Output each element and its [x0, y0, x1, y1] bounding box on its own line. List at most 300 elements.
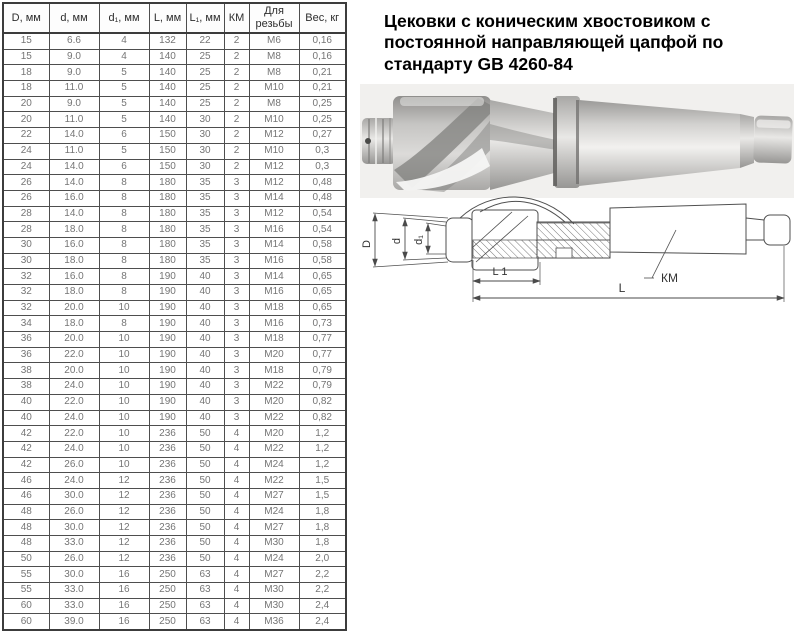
table-row: [3, 520, 346, 536]
table-cell: 1,2: [299, 441, 346, 457]
table-cell: 0,21: [299, 65, 346, 81]
table-row: [3, 128, 346, 144]
table-cell: 14.0: [49, 128, 99, 144]
table-cell: 40: [186, 269, 224, 285]
table-cell: 140: [149, 65, 186, 81]
table-cell: 236: [149, 426, 186, 442]
table-row: [3, 583, 346, 599]
table-cell: 30: [186, 112, 224, 128]
table-cell: M24: [249, 551, 299, 567]
table-cell: 24.0: [49, 441, 99, 457]
table-cell: M16: [249, 222, 299, 238]
table-row: [3, 269, 346, 285]
table-cell: 50: [186, 488, 224, 504]
table-cell: 5: [99, 65, 149, 81]
table-cell: 10: [99, 347, 149, 363]
table-cell: 48: [3, 536, 49, 552]
table-cell: 10: [99, 379, 149, 395]
table-cell: M22: [249, 473, 299, 489]
table-cell: 190: [149, 363, 186, 379]
table-row: [3, 253, 346, 269]
table-cell: 4: [224, 441, 249, 457]
table-cell: 22.0: [49, 394, 99, 410]
table-cell: 0,73: [299, 316, 346, 332]
table-cell: 39.0: [49, 614, 99, 630]
table-row: [3, 379, 346, 395]
dimension-diagram: [360, 192, 794, 312]
table-body: [3, 33, 346, 630]
table-cell: M22: [249, 410, 299, 426]
table-cell: 50: [186, 520, 224, 536]
col-header-L1: L₁, мм: [186, 3, 224, 33]
table-cell: 16: [99, 567, 149, 583]
table-cell: 30: [3, 237, 49, 253]
table-cell: M12: [249, 159, 299, 175]
table-cell: 40: [186, 363, 224, 379]
table-cell: 9.0: [49, 96, 99, 112]
table-cell: 50: [186, 473, 224, 489]
table-row: [3, 49, 346, 65]
table-cell: 26.0: [49, 457, 99, 473]
table-cell: 46: [3, 473, 49, 489]
table-cell: 11.0: [49, 112, 99, 128]
col-header-L: L, мм: [149, 3, 186, 33]
table-cell: 0,21: [299, 81, 346, 97]
table-cell: 140: [149, 112, 186, 128]
table-cell: 8: [99, 285, 149, 301]
table-cell: 180: [149, 175, 186, 191]
table-cell: 180: [149, 222, 186, 238]
table-cell: 2: [224, 112, 249, 128]
table-cell: 2,0: [299, 551, 346, 567]
table-cell: 18: [3, 81, 49, 97]
table-cell: 0,65: [299, 300, 346, 316]
table-cell: 12: [99, 488, 149, 504]
table-cell: 10: [99, 457, 149, 473]
table-cell: 5: [99, 96, 149, 112]
table-cell: 12: [99, 473, 149, 489]
table-cell: 25: [186, 65, 224, 81]
table-cell: 30: [3, 253, 49, 269]
table-cell: 250: [149, 598, 186, 614]
table-cell: 12: [99, 504, 149, 520]
table-cell: 25: [186, 81, 224, 97]
table-row: [3, 222, 346, 238]
col-header-KM: КМ: [224, 3, 249, 33]
table-cell: M14: [249, 269, 299, 285]
table-cell: M8: [249, 96, 299, 112]
table-cell: M20: [249, 394, 299, 410]
table-cell: 8: [99, 175, 149, 191]
table-row: [3, 363, 346, 379]
table-cell: M24: [249, 457, 299, 473]
table-cell: 4: [99, 49, 149, 65]
table-cell: M16: [249, 316, 299, 332]
table-cell: 40: [186, 394, 224, 410]
table-cell: 236: [149, 441, 186, 457]
table-cell: 6: [99, 159, 149, 175]
table-row: [3, 347, 346, 363]
table-cell: 0,54: [299, 222, 346, 238]
table-cell: 0,16: [299, 33, 346, 49]
table-cell: M6: [249, 33, 299, 49]
table-cell: 10: [99, 441, 149, 457]
table-cell: 3: [224, 253, 249, 269]
table-cell: 0,54: [299, 206, 346, 222]
table-cell: M30: [249, 583, 299, 599]
table-row: [3, 65, 346, 81]
table-cell: 250: [149, 583, 186, 599]
table-cell: 22: [186, 33, 224, 49]
table-cell: M14: [249, 237, 299, 253]
table-cell: 18.0: [49, 316, 99, 332]
table-cell: 150: [149, 159, 186, 175]
table-row: [3, 426, 346, 442]
table-header-row: [3, 3, 346, 33]
table-cell: 8: [99, 269, 149, 285]
table-cell: 16: [99, 614, 149, 630]
table-cell: 35: [186, 190, 224, 206]
table-cell: 50: [186, 441, 224, 457]
table-cell: 3: [224, 222, 249, 238]
table-cell: 8: [99, 222, 149, 238]
table-cell: 10: [99, 426, 149, 442]
table-cell: 2: [224, 128, 249, 144]
table-cell: 3: [224, 394, 249, 410]
table-cell: 40: [186, 332, 224, 348]
table-cell: 20: [3, 112, 49, 128]
table-row: [3, 159, 346, 175]
table-cell: 33.0: [49, 536, 99, 552]
dim-label-L: L: [618, 281, 626, 295]
table-cell: 24: [3, 143, 49, 159]
table-cell: 20: [3, 96, 49, 112]
table-row: [3, 504, 346, 520]
table-cell: 30: [186, 159, 224, 175]
table-cell: 12: [99, 536, 149, 552]
table-cell: 236: [149, 520, 186, 536]
table-cell: 10: [99, 363, 149, 379]
table-cell: 140: [149, 81, 186, 97]
table-cell: 50: [186, 426, 224, 442]
table-cell: M27: [249, 520, 299, 536]
table-cell: 1,2: [299, 457, 346, 473]
table-cell: 30: [186, 143, 224, 159]
table-cell: 150: [149, 143, 186, 159]
table-cell: 55: [3, 583, 49, 599]
table-cell: 10: [99, 394, 149, 410]
table-cell: 63: [186, 614, 224, 630]
dim-label-km: КМ: [661, 271, 678, 285]
table-cell: M12: [249, 175, 299, 191]
table-cell: 12: [99, 520, 149, 536]
table-cell: 1,5: [299, 473, 346, 489]
table-cell: 55: [3, 567, 49, 583]
table-cell: 236: [149, 488, 186, 504]
table-cell: 2: [224, 159, 249, 175]
table-cell: 180: [149, 190, 186, 206]
table-cell: 140: [149, 96, 186, 112]
table-row: [3, 536, 346, 552]
col-header-weight: Вес, кг: [299, 3, 346, 33]
table-cell: 3: [224, 332, 249, 348]
table-cell: 28: [3, 222, 49, 238]
table-row: [3, 175, 346, 191]
table-cell: 14.0: [49, 175, 99, 191]
table-cell: 0,25: [299, 112, 346, 128]
table-row: [3, 598, 346, 614]
table-cell: 4: [224, 488, 249, 504]
table-row: [3, 332, 346, 348]
table-cell: M30: [249, 598, 299, 614]
col-header-thread: Для резьбы: [249, 3, 299, 33]
table-row: [3, 614, 346, 630]
table-cell: 4: [224, 473, 249, 489]
table-cell: 5: [99, 112, 149, 128]
table-cell: 20.0: [49, 332, 99, 348]
table-cell: M27: [249, 488, 299, 504]
table-cell: 236: [149, 457, 186, 473]
col-header-d: d, мм: [49, 3, 99, 33]
table-cell: 2,2: [299, 583, 346, 599]
table-cell: 30.0: [49, 567, 99, 583]
table-cell: 50: [186, 551, 224, 567]
table-row: [3, 394, 346, 410]
table-cell: 3: [224, 206, 249, 222]
table-cell: 40: [186, 379, 224, 395]
table-cell: 16.0: [49, 190, 99, 206]
table-cell: M27: [249, 567, 299, 583]
table-cell: M12: [249, 128, 299, 144]
table-cell: 0,79: [299, 379, 346, 395]
table-cell: 250: [149, 567, 186, 583]
table-cell: 250: [149, 614, 186, 630]
table-cell: 5: [99, 143, 149, 159]
table-cell: M18: [249, 300, 299, 316]
table-cell: 3: [224, 175, 249, 191]
table-row: [3, 112, 346, 128]
table-cell: 42: [3, 426, 49, 442]
table-cell: 24.0: [49, 379, 99, 395]
table-cell: 25: [186, 96, 224, 112]
table-cell: M8: [249, 49, 299, 65]
table-cell: 40: [186, 285, 224, 301]
page-title: Цековки с коническим хвостовиком с постоянной направляющей цапфой по стандарту GB 4260-84: [384, 11, 724, 74]
table-cell: 24.0: [49, 410, 99, 426]
table-cell: 190: [149, 285, 186, 301]
table-cell: M22: [249, 441, 299, 457]
table-row: [3, 300, 346, 316]
table-cell: M22: [249, 379, 299, 395]
table-cell: 18.0: [49, 253, 99, 269]
table-cell: M12: [249, 206, 299, 222]
table-cell: 16.0: [49, 237, 99, 253]
table-cell: 3: [224, 300, 249, 316]
table-cell: 24: [3, 159, 49, 175]
table-cell: 1,8: [299, 536, 346, 552]
table-cell: 33.0: [49, 598, 99, 614]
table-cell: 180: [149, 237, 186, 253]
table-cell: 1,2: [299, 426, 346, 442]
dim-label-d1: d₁: [413, 235, 425, 245]
table-cell: 26.0: [49, 504, 99, 520]
table-cell: 4: [224, 567, 249, 583]
table-row: [3, 190, 346, 206]
table-row: [3, 457, 346, 473]
table-cell: 3: [224, 347, 249, 363]
table-cell: 236: [149, 536, 186, 552]
spec-table-container: [2, 2, 345, 631]
counterbore-photo: [360, 84, 794, 198]
table-cell: 0,3: [299, 143, 346, 159]
table-cell: 140: [149, 49, 186, 65]
table-cell: 40: [186, 316, 224, 332]
table-row: [3, 143, 346, 159]
table-cell: 14.0: [49, 206, 99, 222]
table-cell: 18: [3, 65, 49, 81]
table-cell: 35: [186, 253, 224, 269]
table-cell: 180: [149, 253, 186, 269]
table-cell: 10: [99, 332, 149, 348]
table-cell: 190: [149, 410, 186, 426]
table-cell: 3: [224, 316, 249, 332]
table-cell: 16: [99, 583, 149, 599]
table-cell: 0,48: [299, 175, 346, 191]
dim-label-D: D: [361, 240, 373, 248]
table-cell: 32: [3, 269, 49, 285]
table-cell: 22: [3, 128, 49, 144]
table-cell: 1,8: [299, 520, 346, 536]
table-cell: 10: [99, 300, 149, 316]
table-row: [3, 285, 346, 301]
table-cell: 63: [186, 598, 224, 614]
table-cell: 1,8: [299, 504, 346, 520]
table-cell: 8: [99, 237, 149, 253]
table-cell: 35: [186, 175, 224, 191]
table-cell: 25: [186, 49, 224, 65]
table-cell: M20: [249, 426, 299, 442]
table-row: [3, 473, 346, 489]
table-cell: 6: [99, 128, 149, 144]
table-cell: 4: [224, 426, 249, 442]
table-cell: 3: [224, 237, 249, 253]
table-cell: 190: [149, 300, 186, 316]
table-cell: 46: [3, 488, 49, 504]
table-cell: 2: [224, 33, 249, 49]
table-cell: 50: [3, 551, 49, 567]
table-cell: 60: [3, 598, 49, 614]
table-cell: 50: [186, 457, 224, 473]
table-cell: 4: [224, 551, 249, 567]
table-cell: 30.0: [49, 520, 99, 536]
table-cell: 0,82: [299, 394, 346, 410]
table-row: [3, 81, 346, 97]
table-cell: 150: [149, 128, 186, 144]
table-cell: M36: [249, 614, 299, 630]
table-cell: 24.0: [49, 473, 99, 489]
table-cell: 12: [99, 551, 149, 567]
table-cell: 0,27: [299, 128, 346, 144]
table-cell: 42: [3, 441, 49, 457]
table-cell: 26: [3, 175, 49, 191]
table-cell: 6.6: [49, 33, 99, 49]
table-cell: 63: [186, 567, 224, 583]
table-cell: 63: [186, 583, 224, 599]
table-cell: 22.0: [49, 426, 99, 442]
table-cell: 0,3: [299, 159, 346, 175]
table-cell: 2,4: [299, 614, 346, 630]
table-cell: 38: [3, 379, 49, 395]
table-cell: 190: [149, 379, 186, 395]
table-cell: 4: [224, 614, 249, 630]
table-cell: 18.0: [49, 285, 99, 301]
spec-table: [2, 2, 347, 631]
dimension-diagram-svg: [360, 192, 794, 312]
table-cell: 40: [186, 300, 224, 316]
table-cell: 32: [3, 285, 49, 301]
table-cell: 1,5: [299, 488, 346, 504]
table-cell: M16: [249, 285, 299, 301]
table-cell: 50: [186, 536, 224, 552]
table-cell: 30: [186, 128, 224, 144]
table-cell: 4: [224, 536, 249, 552]
table-cell: 0,77: [299, 332, 346, 348]
table-cell: 0,82: [299, 410, 346, 426]
table-cell: 4: [224, 457, 249, 473]
table-row: [3, 551, 346, 567]
table-cell: 9.0: [49, 49, 99, 65]
table-cell: 4: [224, 504, 249, 520]
table-cell: 190: [149, 316, 186, 332]
table-cell: 40: [186, 410, 224, 426]
product-photo: [360, 84, 794, 198]
table-cell: 11.0: [49, 143, 99, 159]
table-cell: 180: [149, 206, 186, 222]
table-cell: 8: [99, 253, 149, 269]
table-cell: 2: [224, 65, 249, 81]
table-cell: 3: [224, 190, 249, 206]
table-cell: 236: [149, 504, 186, 520]
dim-label-L1: L 1: [492, 266, 508, 278]
table-cell: M20: [249, 347, 299, 363]
table-cell: 0,65: [299, 269, 346, 285]
table-cell: 0,79: [299, 363, 346, 379]
table-cell: M18: [249, 332, 299, 348]
table-cell: 0,48: [299, 190, 346, 206]
table-cell: 0,16: [299, 49, 346, 65]
col-header-D: D, мм: [3, 3, 49, 33]
table-cell: 14.0: [49, 159, 99, 175]
table-cell: 190: [149, 394, 186, 410]
table-cell: M10: [249, 81, 299, 97]
table-cell: 2: [224, 81, 249, 97]
table-cell: M18: [249, 363, 299, 379]
table-row: [3, 441, 346, 457]
table-cell: 190: [149, 347, 186, 363]
table-cell: 36: [3, 347, 49, 363]
table-cell: 4: [224, 520, 249, 536]
table-cell: 50: [186, 504, 224, 520]
table-cell: M16: [249, 253, 299, 269]
table-cell: 22.0: [49, 347, 99, 363]
table-cell: M14: [249, 190, 299, 206]
table-cell: 8: [99, 316, 149, 332]
table-row: [3, 410, 346, 426]
table-row: [3, 567, 346, 583]
table-cell: 34: [3, 316, 49, 332]
table-cell: 4: [224, 583, 249, 599]
table-cell: M10: [249, 112, 299, 128]
